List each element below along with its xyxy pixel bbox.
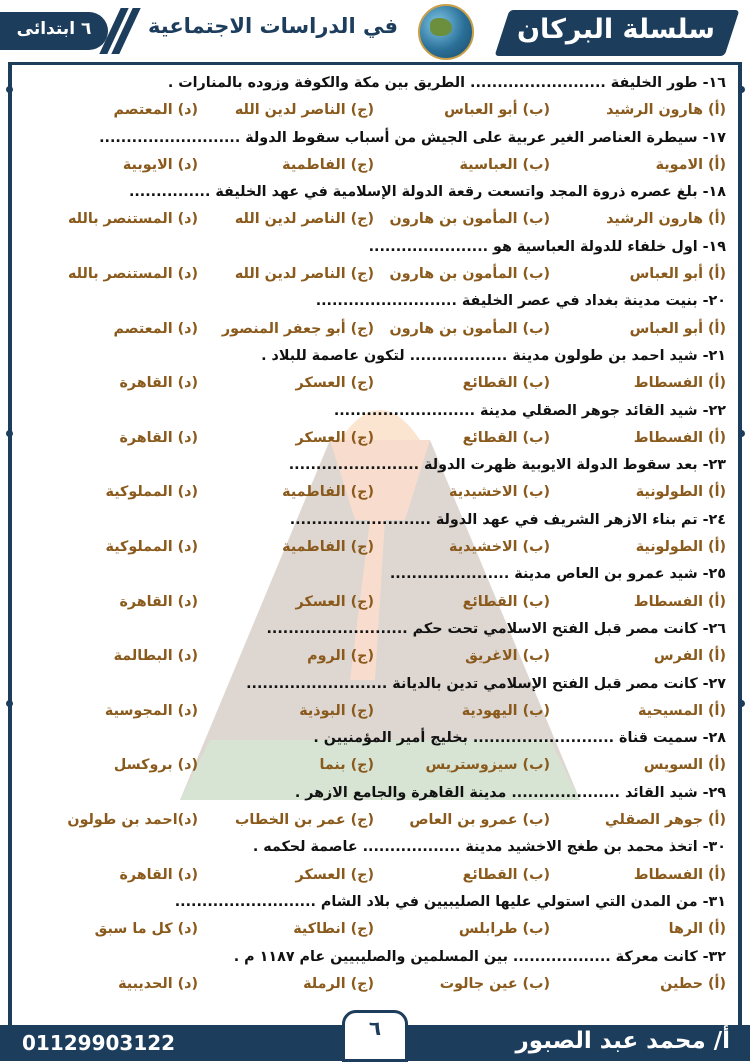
option-choice[interactable]: (د) القاهرة [119, 593, 198, 610]
option-choice[interactable]: (د) كل ما سبق [94, 921, 198, 938]
question-text: ٢٨- سميت قناة .......................... بخليج أمير المؤمنيين . [313, 730, 726, 747]
option-choice[interactable]: (د) المعتصم [113, 102, 198, 119]
options-row [24, 206, 726, 233]
globe-land-shape [430, 18, 452, 36]
option-choice[interactable]: (أ) هارون الرشيد [606, 102, 726, 119]
series-title: سلسلة البركان [517, 14, 715, 45]
option-choice[interactable]: (أ) الاموية [655, 156, 726, 173]
option-choice[interactable]: (أ) السويس [643, 757, 726, 774]
question-text: ٢١- شيد احمد بن طولون مدينة .................. لتكون عاصمة للبلاد . [261, 347, 726, 364]
option-choice[interactable]: (أ) أبو العباس [629, 320, 726, 337]
question-text: ١٩- اول خلفاء للدولة العباسية هو ...................... [368, 238, 726, 255]
subject-title: في الدراسات الاجتماعية [148, 14, 398, 38]
option-choice[interactable]: (ج) البوذية [299, 702, 374, 719]
option-choice[interactable]: (ب) المأمون بن هارون [389, 320, 550, 337]
frame-dot [738, 86, 745, 93]
question-text: ٢٩- شيد القائد .................... مدينة القاهرة والجامع الازهر . [294, 784, 726, 801]
option-choice[interactable]: (ب) أبو العباس [444, 102, 550, 119]
option-choice[interactable]: (د)احمد بن طولون [67, 812, 198, 829]
option-choice[interactable]: (ج) الناصر لدين الله [234, 102, 374, 119]
questions-list [24, 70, 726, 998]
option-choice[interactable]: (د) المستنصر بالله [67, 211, 198, 228]
question-text: ٣٠- اتخذ محمد بن طغج الاخشيد مدينة .................. عاصمة لحكمه . [252, 839, 726, 856]
option-choice[interactable]: (أ) الرها [668, 921, 726, 938]
option-choice[interactable]: (أ) الفسطاط [633, 866, 726, 883]
option-choice[interactable]: (ج) أبو جعفر المنصور [221, 320, 374, 337]
options-row [24, 534, 726, 561]
frame-dot [6, 700, 13, 707]
options-row [24, 589, 726, 616]
frame-left-border [8, 62, 12, 1027]
question-text: ٣٢- كانت معركة .................. بين المسلمين والصليبيين عام ١١٨٧ م . [233, 948, 726, 965]
option-choice[interactable]: (د) القاهرة [119, 866, 198, 883]
grade-label: ٦ ابتدائى [16, 19, 92, 39]
option-choice[interactable]: (د) المجوسية [104, 702, 198, 719]
option-choice[interactable]: (ب) اليهودية [461, 702, 550, 719]
option-choice[interactable]: (د) الحديبية [118, 975, 198, 992]
option-choice[interactable]: (ج) انطاكية [293, 921, 374, 938]
options-row [24, 479, 726, 506]
options-row [24, 971, 726, 998]
option-choice[interactable]: (أ) الفسطاط [633, 375, 726, 392]
option-choice[interactable]: (ب) القطائع [462, 866, 550, 883]
phone-number: 01129903122 [22, 1031, 176, 1055]
options-row [24, 316, 726, 343]
option-choice[interactable]: (ج) العسكر [295, 866, 374, 883]
option-choice[interactable]: (ج) العسكر [295, 375, 374, 392]
option-choice[interactable]: (أ) أبو العباس [629, 266, 726, 283]
frame-dot [6, 86, 13, 93]
options-row [24, 916, 726, 943]
option-choice[interactable]: (د) المملوكية [105, 484, 198, 501]
option-choice[interactable]: (د) بروكسل [113, 757, 198, 774]
frame-right-border [738, 62, 742, 1027]
option-choice[interactable]: (ب) القطائع [462, 593, 550, 610]
options-row [24, 643, 726, 670]
option-choice[interactable]: (ب) سيزوستريس [425, 757, 550, 774]
option-choice[interactable]: (أ) هارون الرشيد [606, 211, 726, 228]
option-choice[interactable]: (أ) المسيحية [638, 702, 726, 719]
option-choice[interactable]: (ج) الروم [307, 648, 374, 665]
question-text: ٢٢- شيد القائد جوهر الصقلي مدينة .......................... [333, 402, 726, 419]
option-choice[interactable]: (ب) المأمون بن هارون [389, 211, 550, 228]
option-choice[interactable]: (ج) العسكر [295, 593, 374, 610]
option-choice[interactable]: (د) القاهرة [119, 429, 198, 446]
question-text: ١٦- طور الخليفة ......................... الطريق بين مكة والكوفة وزوده بالمنارات . [167, 75, 726, 91]
option-choice[interactable]: (أ) حطين [660, 975, 726, 992]
question-text: ١٧- سيطرة العناصر الغير عربية على الجيش من أسباب سقوط الدولة .......................... [99, 129, 726, 146]
option-choice[interactable]: (أ) الطولونية [635, 484, 726, 501]
options-row [24, 807, 726, 834]
option-choice[interactable]: (ج) العسكر [295, 429, 374, 446]
question-text: ٢٥- شيد عمرو بن العاص مدينة ...................... [389, 566, 726, 583]
question-text: ٢٧- كانت مصر قبل الفتح الإسلامي تدين بالديانة .......................... [246, 675, 726, 692]
option-choice[interactable]: (أ) الفسطاط [633, 429, 726, 446]
option-choice[interactable]: (ب) طرابلس [458, 921, 550, 938]
option-choice[interactable]: (د) الايوبية [122, 156, 198, 173]
frame-dot [738, 700, 745, 707]
option-choice[interactable]: (ب) القطائع [462, 429, 550, 446]
options-row [24, 752, 726, 779]
option-choice[interactable]: (د) البطالمة [113, 648, 198, 665]
option-choice[interactable]: (أ) الطولونية [635, 539, 726, 556]
option-choice[interactable]: (ب) عين جالوت [439, 975, 550, 992]
option-choice[interactable]: (أ) الفرس [653, 648, 726, 665]
option-choice[interactable]: (ج) الفاطمية [282, 156, 374, 173]
option-choice[interactable]: (ب) الاغريق [465, 648, 550, 665]
option-choice[interactable]: (د) المعتصم [113, 320, 198, 337]
options-row [24, 370, 726, 397]
options-row [24, 261, 726, 288]
option-choice[interactable]: (أ) الفسطاط [633, 593, 726, 610]
question-text: ٢٠- بنيت مدينة بغداد في عصر الخليفة .......................... [315, 293, 726, 310]
page-number: ٦ [368, 1016, 382, 1040]
option-choice[interactable]: (د) المستنصر بالله [67, 266, 198, 283]
options-row [24, 97, 726, 124]
options-row [24, 425, 726, 452]
author-name: أ/ محمد عبد الصبور [515, 1028, 730, 1054]
question-text: ٢٤- تم بناء الازهر الشريف في عهد الدولة .......................... [289, 511, 726, 528]
frame-top-border [8, 62, 742, 65]
option-choice[interactable]: (ب) المأمون بن هارون [389, 266, 550, 283]
option-choice[interactable]: (ب) عمرو بن العاص [409, 812, 550, 829]
frame-dot [738, 430, 745, 437]
option-choice[interactable]: (ج) عمر بن الخطاب [234, 812, 374, 829]
options-row [24, 862, 726, 889]
options-row [24, 698, 726, 725]
option-choice[interactable]: (ج) الرملة [303, 975, 374, 992]
option-choice[interactable]: (ب) القطائع [462, 375, 550, 392]
question-text: ٢٦- كانت مصر قبل الفتح الاسلامي تحت حكم .......................... [266, 620, 726, 637]
option-choice[interactable]: (ج) الفاطمية [282, 539, 374, 556]
option-choice[interactable]: (ج) بنما [319, 757, 374, 774]
option-choice[interactable]: (د) المملوكية [105, 539, 198, 556]
question-text: ٣١- من المدن التي استولي عليها الصليبيين في بلاد الشام .......................... [174, 893, 726, 910]
question-text: ١٨- بلغ عصره ذروة المجد واتسعت رقعة الدولة الإسلامية في عهد الخليفة ............... [128, 184, 726, 201]
question-text: ٢٣- بعد سقوط الدولة الايوبية ظهرت الدولة ........................ [288, 457, 726, 474]
frame-dot [6, 430, 13, 437]
option-choice[interactable]: (ج) الناصر لدين الله [234, 266, 374, 283]
option-choice[interactable]: (د) القاهرة [119, 375, 198, 392]
option-choice[interactable]: (ج) الفاطمية [282, 484, 374, 501]
option-choice[interactable]: (ب) الاخشيدية [449, 539, 550, 556]
options-row [24, 152, 726, 179]
option-choice[interactable]: (ب) العباسية [459, 156, 550, 173]
option-choice[interactable]: (ج) الناصر لدين الله [234, 211, 374, 228]
option-choice[interactable]: (أ) جوهر الصقلي [605, 812, 726, 829]
option-choice[interactable]: (ب) الاخشيدية [449, 484, 550, 501]
